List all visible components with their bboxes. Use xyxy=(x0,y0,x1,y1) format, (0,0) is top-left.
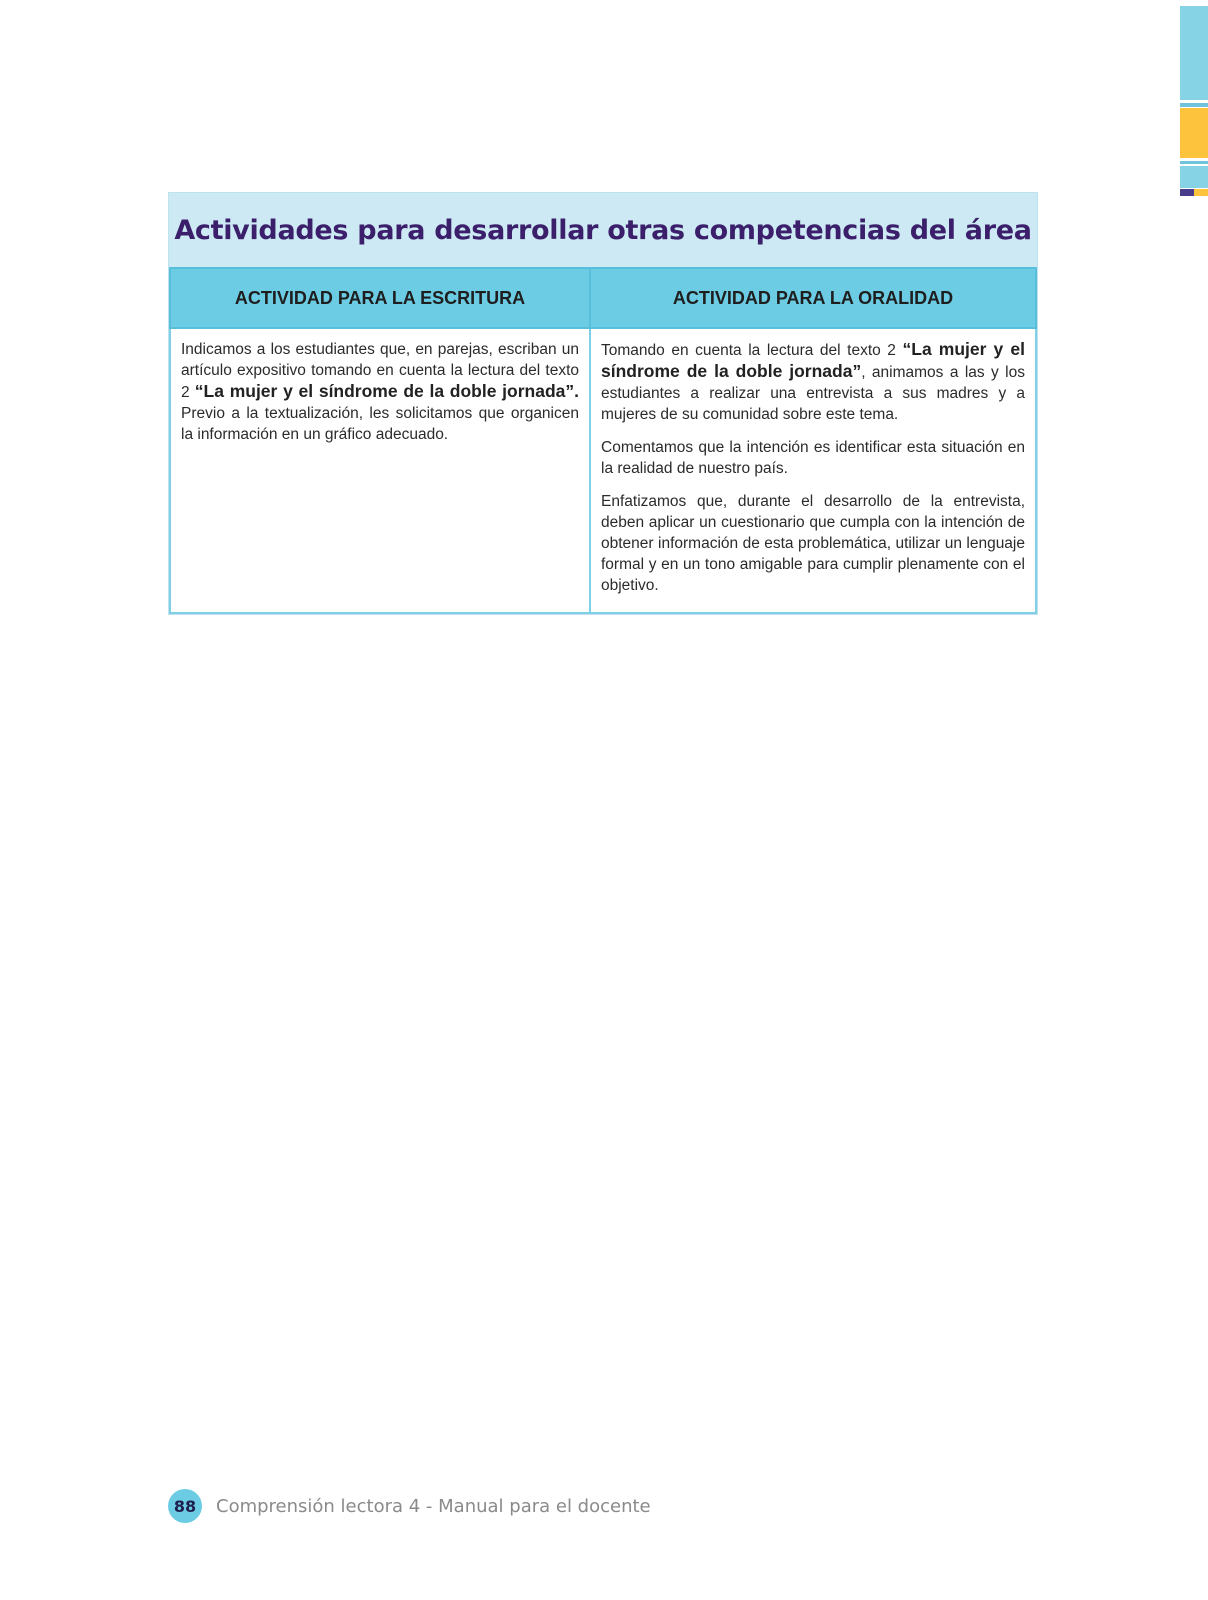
edge-tab-yellow xyxy=(1180,108,1208,158)
orality-paragraph-2: Comentamos que la intención es identificar esta situación en la realidad de nuestro país. xyxy=(601,439,1025,477)
orality-text-end: , animamos a las y los estudiantes a realizar una entrevista a sus madres y a mujeres de su comunidad sobre este tema. xyxy=(601,364,1025,423)
orality-text-title: “La mujer y el síndrome de la doble jornada” xyxy=(601,339,1025,381)
section-title: Actividades para desarrollar otras competencias del área xyxy=(169,193,1037,267)
writing-text-start: Indicamos a los estudiantes que, en parejas, escriban un artículo expositivo tomando en cuenta la lectura del texto 2 xyxy=(181,341,579,401)
edge-tab-divider xyxy=(1180,161,1208,164)
page-number-badge: 88 xyxy=(168,1489,202,1523)
edge-tab-blue xyxy=(1180,6,1208,100)
orality-text-start: Tomando en cuenta la lectura del texto 2 xyxy=(601,342,903,359)
page-footer xyxy=(168,1489,651,1523)
table-header-row xyxy=(170,268,1036,328)
activities-table xyxy=(169,267,1037,614)
edge-tab-blue xyxy=(1180,166,1208,188)
edge-tab-divider xyxy=(1180,103,1208,107)
header-writing: ACTIVIDAD PARA LA ESCRITURA xyxy=(170,268,590,328)
edge-tab-purple xyxy=(1180,189,1194,196)
edge-tab-yellow-small xyxy=(1194,189,1208,196)
writing-activity-cell xyxy=(170,328,590,613)
orality-paragraph-1 xyxy=(601,339,1025,425)
activities-box xyxy=(168,192,1038,615)
footer-title: Comprensión lectora 4 - Manual para el docente xyxy=(216,1495,651,1517)
writing-text-title: “La mujer y el síndrome de la doble jornada”. xyxy=(194,381,579,401)
writing-text-end: Previo a la textualización, les solicitamos que organicen la información en un gráfico adecuado. xyxy=(181,405,579,443)
table-row xyxy=(170,328,1036,613)
header-orality: ACTIVIDAD PARA LA ORALIDAD xyxy=(590,268,1036,328)
orality-paragraph-3: Enfatizamos que, durante el desarrollo de la entrevista, deben aplicar un cuestionario que cumpla con la intención de obtener información de esta problemática, utilizar un lenguaje formal y en un tono amigable para cumplir plenamente con el objetivo. xyxy=(601,493,1025,594)
orality-activity-cell xyxy=(590,328,1036,613)
edge-color-tabs xyxy=(1180,0,1208,200)
writing-paragraph xyxy=(181,339,579,445)
